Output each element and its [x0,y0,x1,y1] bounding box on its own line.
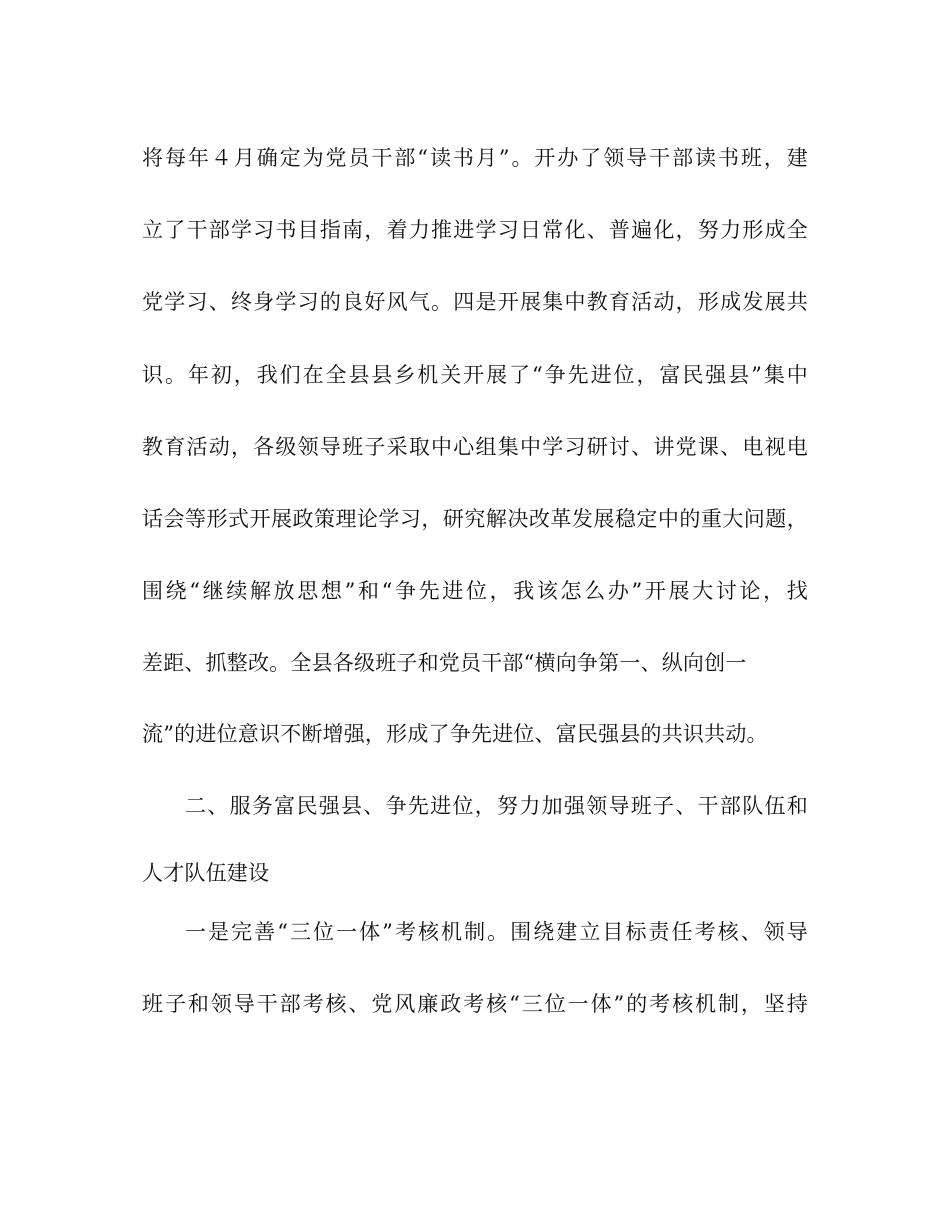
body-text-line: 识。年初，我们在全县县乡机关开展了“争先进位，富民强县”集中 [142,363,808,387]
section-heading-line: 人才队伍建设 [142,861,270,885]
body-text-line: 围绕“继续解放思想”和“争先进位，我该怎么办”开展大讨论，找 [142,579,808,603]
body-text-line: 差距、抓整改。全县各级班子和党员干部“横向争第一、纵向创一 [142,651,747,675]
body-text-line: 一是完善“三位一体”考核机制。围绕建立目标责任考核、领导 [185,920,808,944]
section-heading-line: 二、服务富民强县、争先进位，努力加强领导班子、干部队伍和 [185,794,808,818]
body-text-line: 党学习、终身学习的良好风气。四是开展集中教育活动，形成发展共 [142,290,808,314]
body-text-line: 班子和领导干部考核、党风廉政考核“三位一体”的考核机制，坚持 [142,992,808,1016]
body-text-line: 教育活动，各级领导班子采取中心组集中学习研讨、讲党课、电视电 [142,435,808,459]
body-text-line: 将每年４月确定为党员干部“读书月”。开办了领导干部读书班，建 [142,146,808,170]
body-text-line: 立了干部学习书目指南，着力推进学习日常化、普遍化，努力形成全 [142,218,808,242]
body-text-line: 话会等形式开展政策理论学习，研究解决改革发展稳定中的重大问题， [142,507,808,531]
body-text-line: 流”的进位意识不断增强，形成了争先进位、富民强县的共识共动。 [142,722,768,746]
